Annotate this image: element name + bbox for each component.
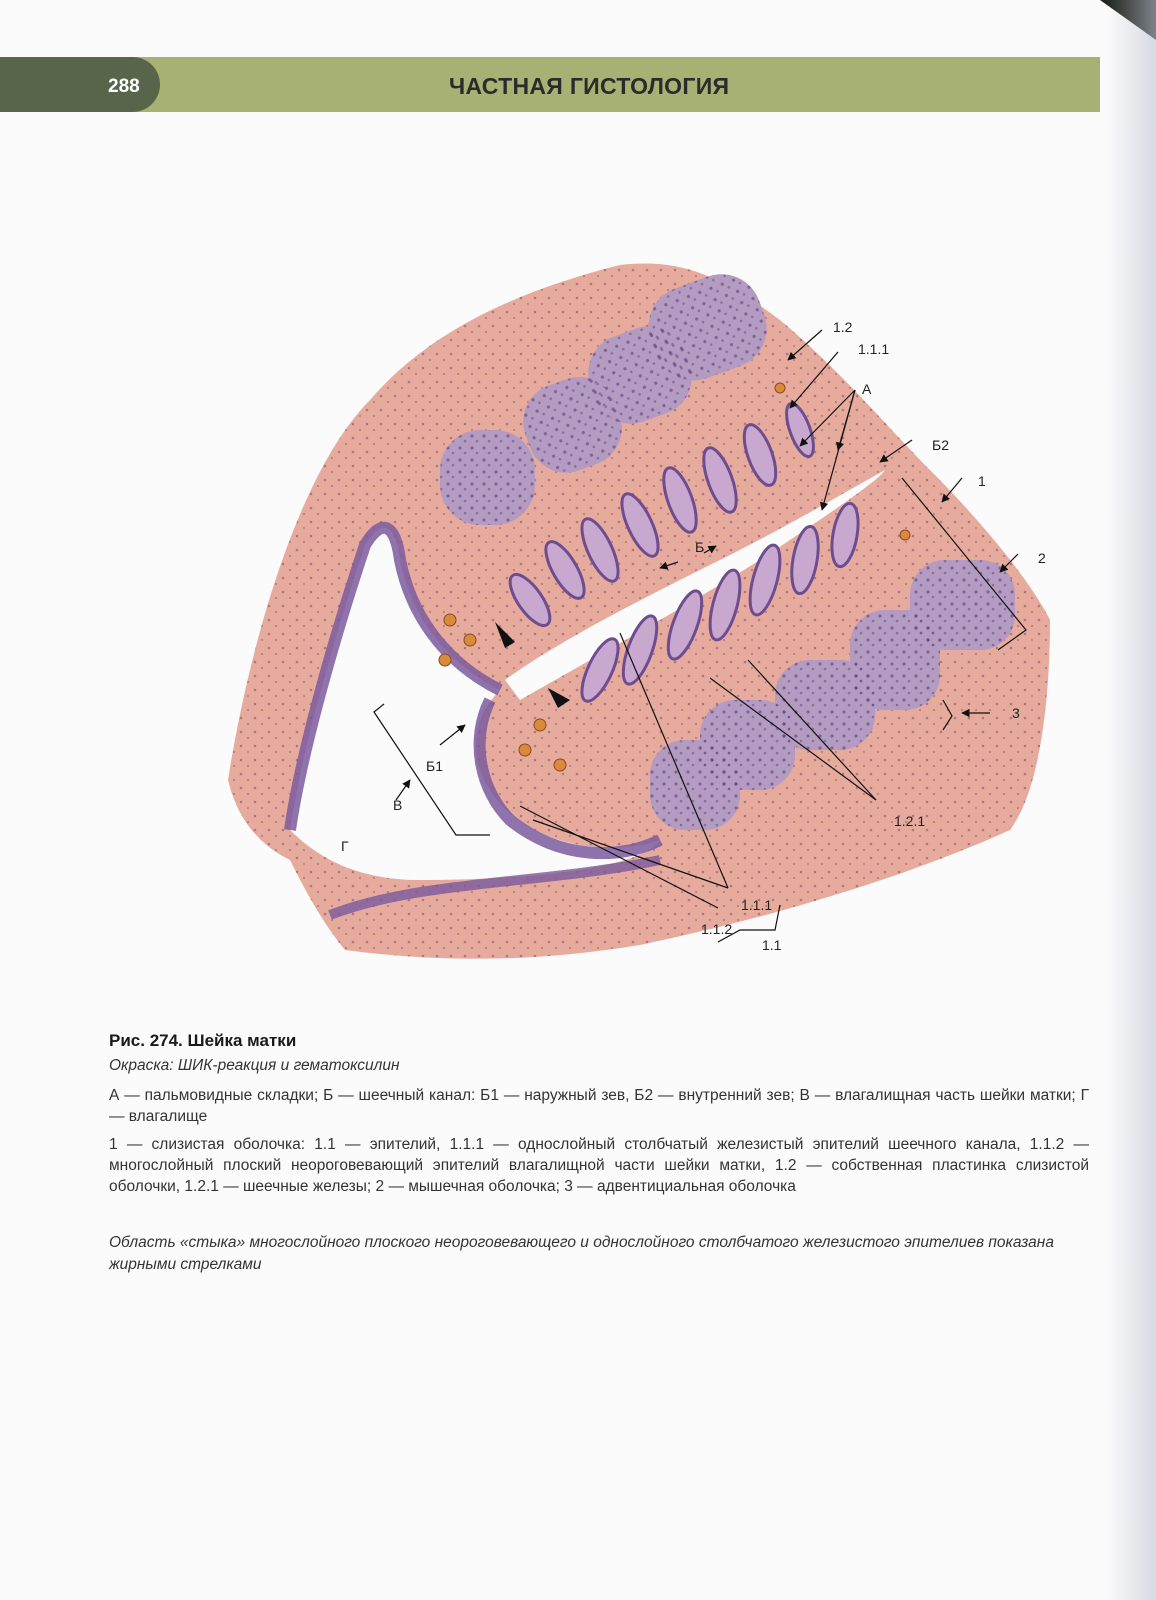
label-1-2: 1.2 xyxy=(833,319,853,335)
label-3: 3 xyxy=(1012,705,1020,721)
label-1-1: 1.1 xyxy=(762,937,782,953)
label-1-1-2: 1.1.2 xyxy=(701,921,733,937)
label-B1: Б1 xyxy=(426,758,443,774)
page-number: 288 xyxy=(108,76,140,97)
label-1-1-1-top: 1.1.1 xyxy=(858,341,890,357)
label-2: 2 xyxy=(1038,550,1046,566)
label-A: А xyxy=(862,381,872,397)
stain-info: Окраска: ШИК-реакция и гематоксилин xyxy=(109,1057,400,1074)
label-B: Б xyxy=(695,539,705,555)
label-1-2-1: 1.2.1 xyxy=(894,813,926,829)
figure-caption-title: Рис. 274. Шейка матки xyxy=(109,1031,297,1050)
junction-note: Область «стыка» многослойного плоского неороговевающего и однослойного столбчатого железистого эпителиев показана жирными стрелками xyxy=(109,1234,1054,1273)
label-B2: Б2 xyxy=(932,437,949,453)
legend-letters: А — пальмовидные складки; Б — шеечный канал: Б1 — наружный зев, Б2 — внутренний зев; В — влагалищная часть шейки матки; Г — влагалище xyxy=(109,1087,1089,1125)
label-G: Г xyxy=(341,838,349,854)
label-1: 1 xyxy=(978,473,986,489)
label-1-1-1-bottom: 1.1.1 xyxy=(741,897,773,913)
running-title: ЧАСТНАЯ ГИСТОЛОГИЯ xyxy=(449,73,730,99)
label-V: В xyxy=(393,797,403,813)
legend-numbers: 1 — слизистая оболочка: 1.1 — эпителий, 1.1.1 — однослойный столбчатый железистый эпителий шеечного канала, 1.1.2 — многослойный плоский неороговевающий эпителий влагалищной части шейки матки, 1.2 — собственная пластинка слизистой оболочки, 1.2.1 — шеечные железы; 2 — мышечная оболочка; 3 — адвентициальная оболочка xyxy=(109,1136,1089,1195)
